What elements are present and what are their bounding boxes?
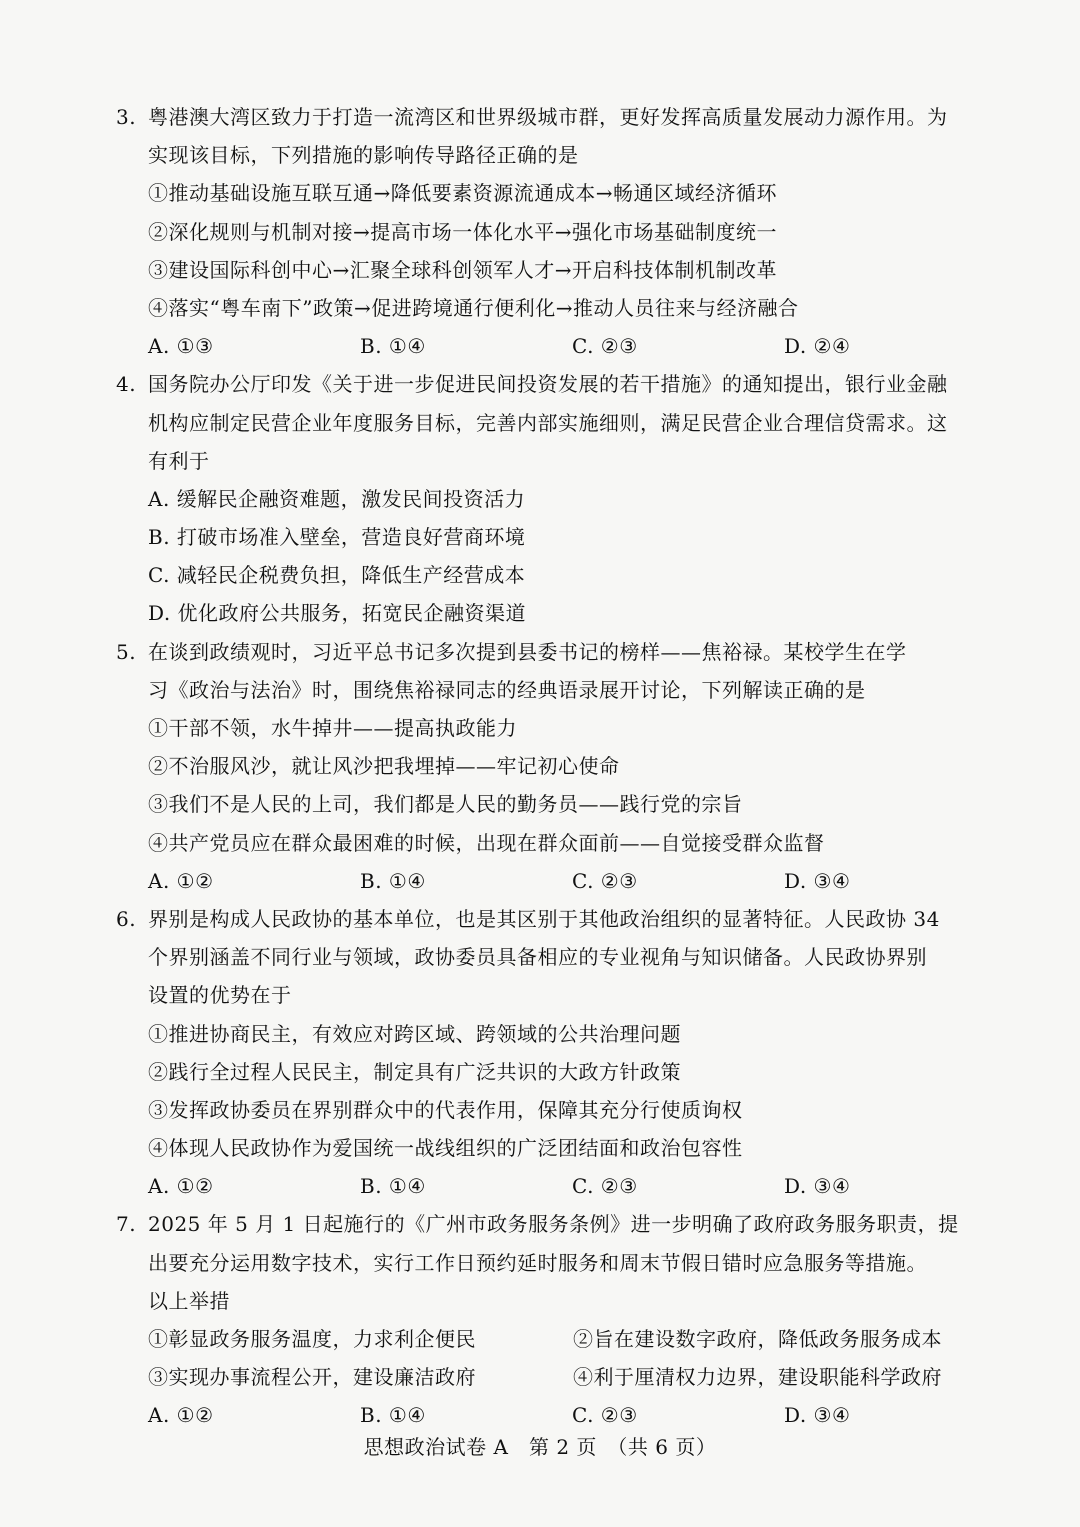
option-a: A. 缓解民企融资难题，激发民间投资活力: [148, 486, 526, 511]
statement-item: ④落实“粤车南下”政策→促进跨境通行便利化→推动人员往来与经济融合: [148, 295, 799, 320]
option-c: C. ②③: [572, 1174, 638, 1199]
question-number: 3.: [116, 105, 137, 129]
option-b: B. ①④: [360, 334, 426, 359]
statement-item: ④共产党员应在群众最困难的时候，出现在群众面前——自觉接受群众监督: [148, 830, 825, 855]
option-d: D. ③④: [784, 1403, 851, 1428]
answer-options: [116, 327, 998, 365]
option-b: B. ①④: [360, 1174, 426, 1199]
statement-item: ①干部不领，水牛掉井——提高执政能力: [148, 716, 517, 740]
question-4: [116, 365, 998, 632]
question-number: 6.: [116, 906, 137, 931]
question-number: 4.: [116, 372, 137, 397]
option-b: B. ①④: [360, 868, 426, 893]
statement-item: ③实现办事流程公开，建设廉洁政府: [148, 1365, 476, 1390]
question-7: [116, 1205, 998, 1434]
question-stem-line: 出要充分运用数字技术，实行工作日预约延时服务和周末节假日错时应急服务等措施。: [148, 1250, 927, 1275]
answer-options: [116, 1167, 998, 1205]
question-stem-line: 习《政治与法治》时，围绕焦裕禄同志的经典语录展开讨论，下列解读正确的是: [148, 677, 866, 702]
option-b: B. ①④: [360, 1403, 426, 1428]
option-a: A. ①②: [148, 1174, 214, 1199]
question-stem-line: 国务院办公厅印发《关于进一步促进民间投资发展的若干措施》的通知提出，银行业金融: [148, 372, 948, 397]
statement-item: ②旨在建设数字政府，降低政务服务成本: [573, 1327, 942, 1351]
statement-item: ②践行全过程人民民主，制定具有广泛共识的大政方针政策: [148, 1059, 681, 1084]
answer-options: [116, 862, 998, 900]
question-6: [116, 900, 998, 1206]
statement-item: ①推进协商民主，有效应对跨区域、跨领域的公共治理问题: [148, 1021, 681, 1046]
question-stem-line: 实现该目标，下列措施的影响传导路径正确的是: [148, 143, 579, 168]
statement-item: ③我们不是人民的上司，我们都是人民的勤务员——践行党的宗旨: [148, 792, 743, 817]
option-d: D. ③④: [784, 1174, 851, 1199]
option-b: B. 打破市场准入壁垒，营造良好营商环境: [148, 525, 526, 550]
statement-row: [116, 1358, 998, 1396]
option-c: C. ②③: [572, 1403, 638, 1428]
option-c: C. ②③: [572, 868, 638, 893]
question-5: [116, 633, 998, 900]
statement-item: ②不治服风沙，就让风沙把我埋掉——牢记初心使命: [148, 754, 620, 779]
statement-item: ③建设国际科创中心→汇聚全球科创领军人才→开启科技体制机制改革: [148, 257, 778, 282]
statement-item: ③发挥政协委员在界别群众中的代表作用，保障其充分行使质询权: [148, 1097, 743, 1122]
question-stem-line: 有利于: [148, 448, 210, 473]
question-3: [116, 98, 998, 365]
option-d: D. ③④: [784, 868, 851, 893]
question-stem-line: 2025 年 5 月 1 日起施行的《广州市政务服务条例》进一步明确了政府政务服务职责，提: [148, 1212, 959, 1237]
option-a: A. ①③: [148, 334, 214, 359]
question-stem-line: 个界别涵盖不同行业与领域，政协委员具备相应的专业视角与知识储备。人民政协界别: [148, 945, 927, 970]
statement-item: ②深化规则与机制对接→提高市场一体化水平→强化市场基础制度统一: [148, 219, 778, 244]
option-d: D. 优化政府公共服务，拓宽民企融资渠道: [148, 601, 527, 626]
question-stem-line: 粤港澳大湾区致力于打造一流湾区和世界级城市群，更好发挥高质量发展动力源作用。为: [148, 105, 948, 129]
question-stem-line: 设置的优势在于: [148, 983, 292, 1008]
option-d: D. ②④: [784, 334, 851, 359]
question-stem-line: 界别是构成人民政协的基本单位，也是其区别于其他政治组织的显著特征。人民政协 34: [148, 906, 940, 931]
statement-row: [116, 1320, 998, 1358]
statement-item: ①推动基础设施互联互通→降低要素资源流通成本→畅通区域经济循环: [148, 181, 778, 206]
question-stem-line: 机构应制定民营企业年度服务目标，完善内部实施细则，满足民营企业合理信贷需求。这: [148, 410, 948, 435]
option-c: C. ②③: [572, 334, 638, 359]
question-number: 5.: [116, 639, 137, 664]
question-stem-line: 以上举措: [148, 1288, 230, 1313]
statement-item: ④利于厘清权力边界，建设职能科学政府: [573, 1365, 942, 1390]
question-stem-line: 在谈到政绩观时，习近平总书记多次提到县委书记的榜样——焦裕禄。某校学生在学: [148, 639, 907, 664]
statement-item: ①彰显政务服务温度，力求利企便民: [148, 1327, 476, 1351]
option-c: C. 减轻民企税费负担，降低生产经营成本: [148, 563, 526, 588]
page-footer: 思想政治试卷 A 第 2 页 （共 6 页）: [363, 1435, 717, 1459]
option-a: A. ①②: [148, 868, 214, 893]
question-number: 7.: [116, 1212, 137, 1237]
option-a: A. ①②: [148, 1403, 214, 1428]
statement-item: ④体现人民政协作为爱国统一战线组织的广泛团结面和政治包容性: [148, 1136, 743, 1161]
